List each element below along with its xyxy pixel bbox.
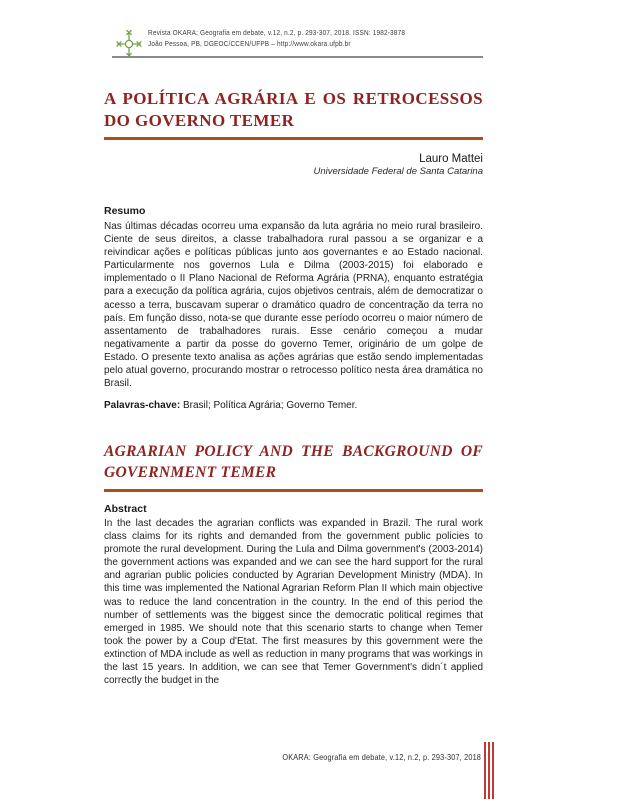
keywords-text: Brasil; Política Agrária; Governo Temer. [180, 400, 358, 411]
footer-bar [492, 742, 494, 799]
article-title-pt [104, 88, 483, 132]
footer-bar [488, 742, 490, 799]
article-title-pt-line1: A POLÍTICA AGRÁRIA E OS RETROCESSOS [104, 89, 483, 108]
abstract-text: In the last decades the agrarian conflicts was expanded in Brazil. The rural work class claims for its rights and demanded from the government public policies to promote the rural development. During the Lula and Dilma government's (2003-2014) the government actions was expanded and we can see the hard support for the rural and agrarian public policies conducted by Agrarian Development Ministry (MDA). In this time was implemented the National Agrarian Reform Plan II which main objective was to reduce the land concentration in the country. In the end of this period the number of settlements was the biggest since the democratic political regimes that emerged in 1985. We should note that this scenario starts to change when Temer took the power by a Coup d'Etat. The first measures by this government were the extinction of MDA include as well as reduction in many programs that was workings in the last 15 years. In addition, we can see that Temer Government's didn´t applied correctly the budget in the [104, 518, 483, 687]
article-title-pt-line2: DO GOVERNO TEMER [104, 111, 295, 130]
journal-header [148, 27, 405, 49]
journal-header-line2: João Pessoa, PB, DGEOC/CCEN/UFPB – http://www.okara.ufpb.br [148, 39, 351, 48]
article-title-en-line1: AGRARIAN POLICY AND THE BACKGROUND OF [104, 443, 483, 460]
keywords-label: Palavras-chave: [104, 400, 181, 411]
keywords-line [104, 400, 483, 411]
resumo-text: Nas últimas décadas ocorreu uma expansão da luta agrária no meio rural brasileiro. Ciente de seus direitos, a classe trabalhadora rural passou a se organizar e a reivindicar ações e políticas públicas junto aos governantes e ao Estado nacional. Particularmente nos governos Lula e Dilma (2003-2015) foi elaborado e implementado o II Plano Nacional de Reforma Agrária (PRNA), enquanto estratégia para a execução da política agrária, cujos objetivos centrais, além de democratizar o acesso a terra, buscavam superar o dramático quadro de concentração da terra no país. Em função disso, nota-se que durante esse período ocorreu o maior número de assentamento de trabalhadores rurais. Esse cenário começou a mudar negativamente a partir da posse do governo Temer, originário de um golpe de Estado. O presente texto analisa as ações agrárias que estão sendo implementadas pelo atual governo, procurando mostrar o retrocesso político nesta área dramática no Brasil. [104, 221, 483, 390]
header-divider [112, 56, 483, 58]
author-affiliation: Universidade Federal de Santa Catarina [313, 166, 483, 177]
title-pt-underline [104, 137, 483, 140]
abstract-heading: Abstract [104, 503, 147, 515]
journal-logo compass-rose-icon [116, 29, 142, 59]
article-title-en-line2: GOVERNMENT TEMER [104, 464, 277, 481]
journal-header-line1: Revista OKARA: Geografia em debate, v.12, n.2, p. 293-307, 2018. ISSN: 1982-3878 [148, 28, 406, 37]
footer-citation: OKARA: Geografia em debate, v.12, n.2, p. 293-307, 2018 [282, 752, 481, 762]
resumo-heading: Resumo [104, 205, 146, 217]
footer-red-bars [484, 742, 494, 799]
title-en-underline [104, 489, 483, 492]
footer-bar [484, 742, 486, 799]
article-title-en [104, 441, 483, 483]
author-block [313, 152, 483, 178]
author-name: Lauro Mattei [419, 153, 483, 165]
